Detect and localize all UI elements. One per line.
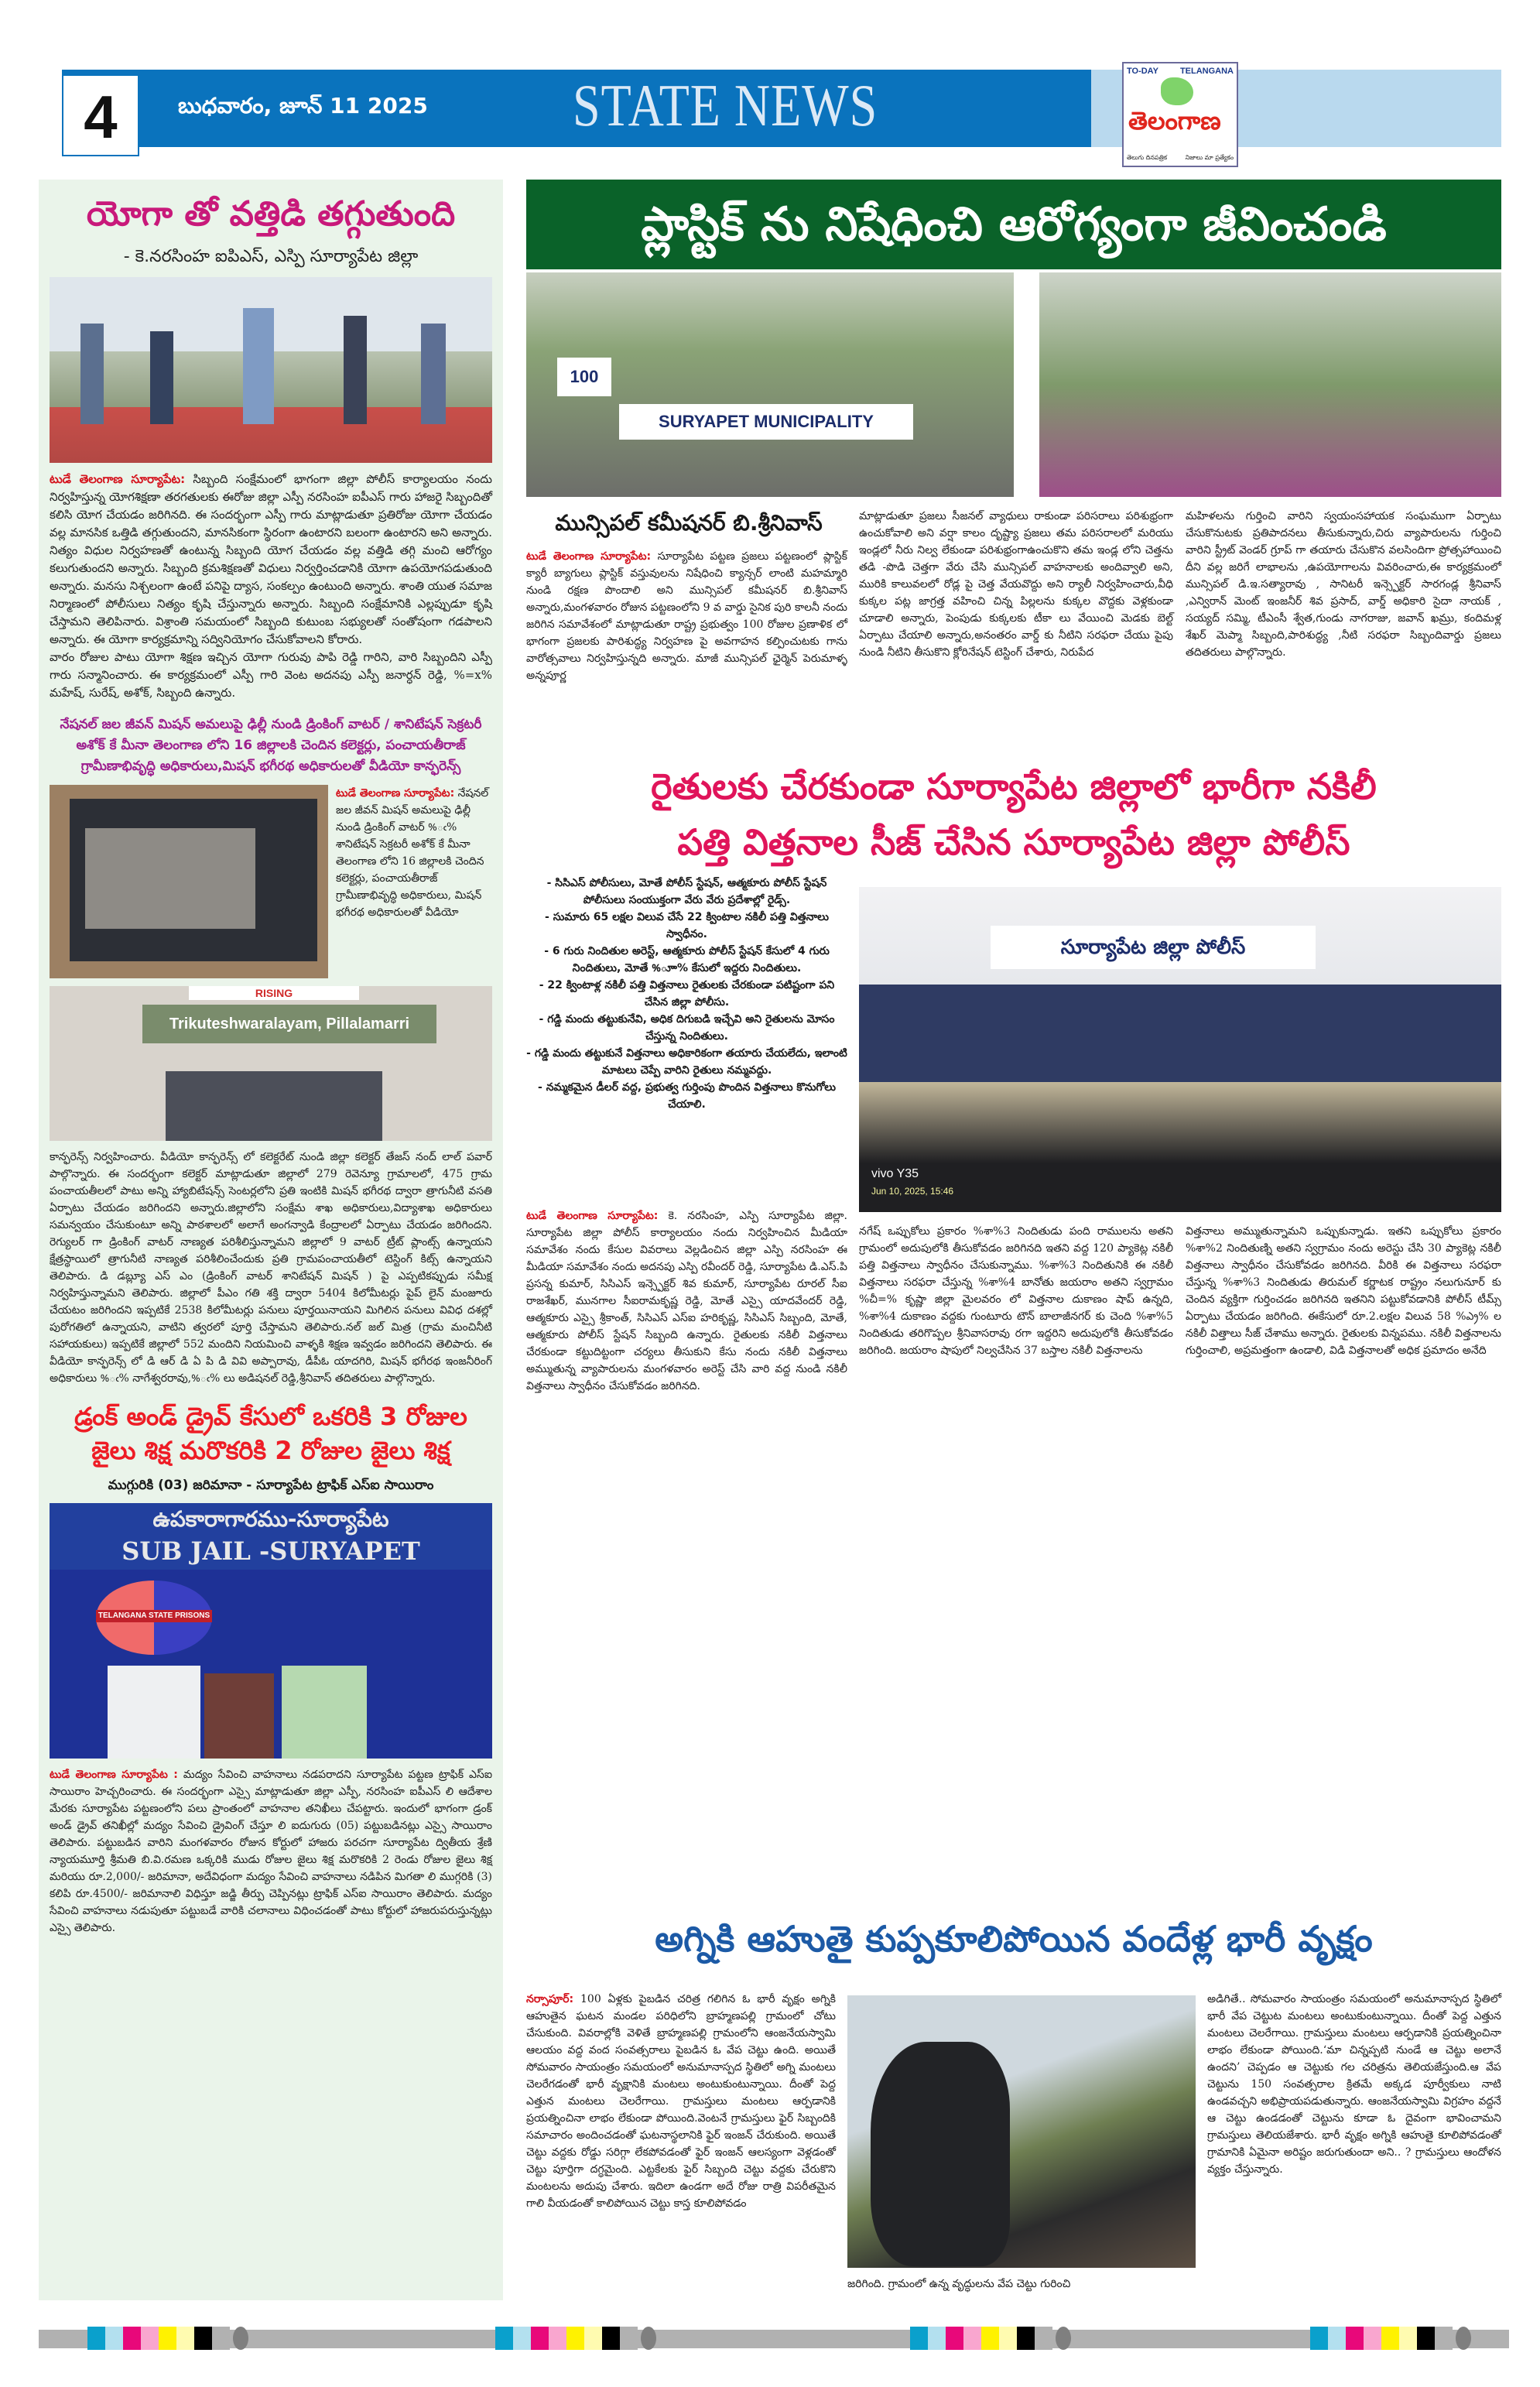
registration-swatch [1399,2327,1417,2350]
prisons-emblem: TELANGANA STATE PRISONS [96,1610,212,1622]
burnt-tree-photo [847,1995,1196,2268]
registration-swatch [531,2327,549,2350]
meeting-banner: Trikuteshwaralayam, Pillalamarri [142,1005,436,1043]
registration-swatch [513,2327,531,2350]
registration-swatch [141,2327,159,2350]
registration-swatch [1328,2327,1346,2350]
video-conf-article: కాన్ఫరెన్స్ నిర్వహించారు. వీడియో కాన్ఫరెన్స్ లో కలెక్టరేట్ నుండి జిల్లా కలెక్టర్ తేజస్ నంద్ లాల్ పవార్ పాల్గొన్నారు. ఈ సందర్భంగా కలెక్టర్ మాట్లాడుతూ జిల్లాలో 279 రెవెన్యూ గ్రామాలలో, 475 గ్రామ పంచాయతీలలో పాటు అన్ని హ్యాబిటేషన్స్ సెంటర్లలోని ప్రతి ఇంటికి మిషన్ భగీరథ ద్వారా త్రాగునీటి వసతి ఏర్పాటు చేయడం జరిగిందని అన్నారు.జిల్లాలోని సంక్షేమ శాఖ అధికారులు,విద్యాశాఖ అధికారులు సమన్వయం చేసుకుంటూ అన్ని పాఠశాలలో అలాగే అంగన్వాడి కేంద్రాలలో ఏర్పాటు చేయడం జరిగిందని. రెగ్యులర్ గా డ్రింకింగ్ వాటర్ నాణ్యత పరిశీలిస్తున్నామని జిల్లాలో 9 వాటర్ ట్రీట్ ప్లాంట్స్ ఉన్నాయని క్షేత్రస్థాయిలో త్రాగునీటి నాణ్యత పరిశీలించేందుకు ప్రతి గ్రామపంచాయతీలో టెస్టింగ్ కిట్స్ ఉన్నాయని తెలిపారు. డి డబ్ల్యూ ఎస్ ఎం (డ్రింకింగ్ వాటర్ శానిటేషన్ మిషన్ ) పై ఎప్పటికప్పుడు సమీక్ష నిర్వహిస్తున్నామని తెలిపారు. జిల్లాలో పీఎం గతి శక్తి ద్వారా 5404 కిలోమీటర్లు పైప్ లైన్ మంజూరు చేయటం జరిగిందని ఇప్పటికే 2538 కిలోమీటర్లు పనులు పూర్తయినాయని మిగిలిన పనులు వివిధ దశల్లో పురోగతిలో ఉన్నాయని, వాటిని త్వరలో పూర్తి చేస్తామని తెలిపారు.నల్ జల్ మిత్ర (గ్రామ మంచినీటి సహాయకులు) ఇప్పటికే జిల్లాలో 552 మందిని నియమించి వాళ్ళకి శిక్షణ ఇవ్వడం జరిగిందని తెలిపారు. ఈ వీడియో కాన్ఫరెన్స్ లో డి ఆర్ డి ఏ పి డి వివి అప్పారావు, డీపీఓ యాదగిరి, మిషన్ భగీరథ ఇంజనీరింగ్ అధికారులు %ఁ% నాగేశ్వరరావు,%ఁ% లు అడిషనల్ రెడ్డి,శ్రీనివాస్ తదితరులు పాల్గొన్నారు. [50,1151,492,1385]
registration-swatch [1346,2327,1364,2350]
registration-swatch [1035,2327,1052,2350]
seeds-headline-line-2: పత్తి విత్తనాల సీజ్ చేసిన సూర్యాపేట జిల్లా పోలీస్ [677,821,1350,863]
rally-photo-2 [1039,272,1501,497]
registration-swatch [928,2327,946,2350]
registration-swatch [620,2327,638,2350]
seeds-headline-line-1: రైతులకు చేరకుండా సూర్యాపేట జిల్లాలో భారీగా నకిలీ [651,765,1377,807]
issue-date: బుధవారం, జూన్ 11 2025 [178,93,428,118]
registration-swatch [999,2327,1017,2350]
rally-photo [526,272,1014,497]
registration-swatch [946,2327,963,2350]
seeds-bullet-list [526,875,847,1113]
masthead [62,67,1501,161]
seeds-bullet: - సిసిఎస్ పోలీసులు, మోతే పోలీస్ స్టేషన్, ఆత్మకూరు పోలీస్ స్టేషన్ పోలీసులు సంయుక్తంగా వేరు వేరు ప్రదేశాల్లో రైడ్స్. [546,877,827,906]
registration-swatch [87,2327,105,2350]
plastic-col2: మాట్లాడుతూ ప్రజలు సీజనల్ వ్యాధులు రాకుండా పరిసరాలు పరిశుభ్రంగా ఉంచుకోవాలి అని వర్షా కాలం దృష్ట్యా ప్రజలు తమ పరిసరాలలో మరియు ఇండ్లలో నీరు నిల్వ లేకుండా పరిశుభ్రంగాఉంచుకొని తమ ఇండ్ల లోని చెత్తను తడి -పొడి చెత్తగా వేరు చేసి మున్సిపల్ వాహనాలకు అందివ్వాలి అని, మురికి కాలువలలో రోడ్ల పై చెత్త వేయవొద్దు అని ర్యాలీ నిర్వహించారు,వీధి కుక్కల పట్ల జాగ్రత్త వహించి చిన్న పిల్లలను కుక్కల వొద్దకు వెళ్లకుండా చూడాలి అన్నారు, పెంపుడు కుక్కలకు టీకా లు వేయించి మెడకు బెల్ట్ ఏర్పాటు చేయాలి అన్నారు,అనంతరం వార్డ్ కు నీటిని సరఫరా చేయు పైపు నుండి నీటిని తీసుకొని క్లోరినేషన్ టెస్టింగ్ చేశారు, నిరుపేద [859,510,1173,659]
logo-bottom-right: నిజాలు మా ప్రత్యేకం [1185,154,1234,161]
drunk-drive-article [50,1766,492,1937]
newspaper-logo [1122,62,1238,167]
tree-headline: అగ్నికి ఆహుతై కుప్పకూలిపోయిన వందేళ్ల భారీ వృక్షం [655,1918,1373,1960]
drunk-drive-headline: డ్రంక్ అండ్ డ్రైవ్ కేసులో ఒకరికి 3 రోజుల జైలు శిక్ష మరొకరికి 2 రోజుల జైలు శిక్ష [74,1402,467,1465]
seeds-headline [526,759,1501,870]
drunk-drive-dateline: టుడే తెలంగాణ సూర్యాపేట : [50,1769,178,1781]
video-conf-dateline: టుడే తెలంగాణ సూర్యాపేట: [336,787,455,800]
plastic-col1 [526,548,847,684]
registration-swatch [584,2327,602,2350]
tree-col2: అడిగితే.. సోమవారం సాయంత్రం సమయంలో అనుమానాస్పద స్థితిలో భారీ వేప చెట్టుట మంటలు అంటుకుంటున్నాయి. దీంతో పెద్ద ఎత్తున మంటలు చెలరేగాయి. గ్రామస్తులు మంటలు ఆర్పడానికి ప్రయత్నించినా లాభం లేకుండా పోయింది.‘మా చిన్నప్పటి నుండే ఆ చెట్టు అలానే ఉందని’ చెప్పడం ఆ చెట్టుకు గల చరిత్రను తెలియజేస్తుంది.ఆ వేప చెట్టును 150 సంవత్సరాల క్రితమే అక్కడ పూర్వీకులు నాటి ఉండవచ్చని అభిప్రాయపడుతున్నారు. ఆంజనేయస్వామి విగ్రహం వద్దనే ఆ చెట్టు ఉండడంతో చెట్టును కూడా ఓ దైవంగా భావించామని గ్రామస్తులు తెలియజేశారు. భారీ వృక్షం అగ్నికి ఆహుతై కూలిపోవడంతో గ్రామానికి ఏమైనా అరిష్టం జరుగుతుందా అని.. ? గ్రామస్తులు ఆందోళన వ్యక్తం చేస్తున్నారు. [1207,1993,1501,2176]
meeting-photo [50,986,492,1141]
seeds-bullet: - 22 క్వింటాళ్ల నకిలీ పత్తి విత్తనాలు రైతులకు చేరకుండా పటిష్టంగా పని చేసిన జిల్లా పోలీసు. [539,979,835,1009]
video-conf-side-body: నేషనల్ జల జీవన్ మిషన్ అమలుపై ఢిల్లీ నుండి డ్రింకింగ్ వాటర్ %ఁ% శానిటేషన్ సెక్రటరీ అశోక్ కే మీనా తెలంగాణ లోని 16 జిల్లాలకి చెందిన కలెక్టర్లు, పంచాయతీరాజ్ గ్రామీణాభివృద్ధి అధికారులు, మిషన్ భగీరథ అధికారులతో వీడియో [336,787,489,919]
logo-bottom-left: తెలుగు దినపత్రిక [1127,154,1168,161]
press-meet-banner: సూర్యాపేట జిల్లా పోలీస్ [991,926,1316,969]
yoga-article [50,471,492,702]
registration-swatch [981,2327,999,2350]
registration-gray-strip [39,2330,1509,2348]
tree-body-1: 100 ఏళ్లకు పైబడిన చరిత్ర గలిగిన ఓ భారీ వృక్షం అగ్నికి ఆహుతైన ఘటన మండల పరిధిలోని బ్రాహ్మణపల్లి గ్రామంలో చోటు చేసుకుంది. వివరాల్లోకి వెళితే బ్రాహ్మణపల్లి గ్రామంలోని ఆంజనేయస్వామి ఆలయం వద్ద వంద సంవత్సరాలు పైబడిన ఓ వేప చెట్టు ఉంది. అయితే సోమవారం సాయంత్రం సమయంలో అనుమానాస్పద స్థితిలో అగ్ని మంటలు చెలరేగడంతో భారీ వృక్షానికి మంటలు అంటుకుంటున్నాయి. దీంతో పెద్ద ఎత్తున మంటలు చెలరేగాయి. గ్రామస్తులు మంటలు ఆర్పడానికి ప్రయత్నించినా లాభం లేకుండా పోయింది.వెంటనే గ్రామస్తులు ఫైర్ సిబ్బందికి సమాచారం అందించడంతో ఘటనాస్థలానికి ఫైర్ ఇంజన్ చేరుకుంది. అయితే చెట్టు వద్దకు రోడ్డు సరిగ్గా లేకపోవడంతో ఫైర్ ఇంజన్ ఆలస్యంగా వెళ్లడంతో చెట్టు పూర్తిగా దగ్ధమైంది. ఎట్టకేలకు ఫైర్ సిబ్బంది చెట్టు వద్దకు చేరుకొని మంటలను అదుపు చేశారు. ఇదిలా ఉండగా అదే రోజు రాత్రి విపరీతమైన గాలి వీయడంతో కాలిపోయిన చెట్టు కాస్త కూలిపోవడం [526,1993,836,2210]
registration-swatch [176,2327,194,2350]
registration-swatch [1364,2327,1381,2350]
registration-swatch [1017,2327,1035,2350]
registration-dot-icon [641,2327,656,2350]
registration-swatch [123,2327,141,2350]
yoga-photo [50,277,492,463]
rally-banner: SURYAPET MUNICIPALITY [619,404,913,440]
plastic-body-1: సూర్యాపేట పట్టణ ప్రజలు పట్టణంలో ప్లాస్టిక్ క్యారీ బ్యాగులు ప్లాస్టిక్ వస్తువులను నిషేధించి క్యాన్సర్ లాంటి మహమ్మారి నుండి రక్షణ పొందాలి అని మున్సిపల్ కమీషనర్ బి.శ్రీనివాస్ అన్నారు,మంగళవారం రోజున పట్టణంలోని 9 వ వార్డు సైనిక పురి కాలనీ నందు జరిగిన సమావేశంలో మాట్లాడుతూ రాష్ట్ర ప్రభుత్వం 100 రోజుల ప్రణాళిక లో భాగంగా ప్రజలకు పారిశుద్ధ్య నిర్వహణ పై అవగాహన కల్పించుటకు గాను వారోత్సవాలు నిర్వహిస్తున్నది అన్నారు. మాజీ మున్సిపల్ ఛైర్మెన్ పెరుమాళ్ళ అన్నపూర్ణ [526,550,847,682]
tree-col1 [526,1991,836,2212]
meeting-banner-top: RISING [189,986,359,1000]
seeds-col2: నగేష్ ఒప్పుకోలు ప్రకారం %శా%3 నిందితుడు పంది రాములను అతని గ్రామంలో అదుపులోకి తీసుకోవడం జరిగినది ఇతని వద్ద 120 ప్యాకెట్ల నకిలీ పత్తి విత్తనాలు స్వాధీనం చేసుకున్నాము. %శా%3 నిందితునికి ఈ నకిలీ విత్తనాలు సరఫరా చేస్తున్న %శా%4 బానోతు జయరాం అతని స్వగ్రామం %చీ=% కృష్ణా జిల్లా మైలవరం లో విత్తనాల దుకాణం షాప్ ఉన్నది, %శా%4 దుకాణం వద్దకు గుంటూరు టౌన్ బాలాజీనగర్ కు చెంది %శా%5 నిందితుడు తరిగొప్పల శ్రీనివాసరావు రగా ఇద్దరిని అదుపులోకి తీసుకోవడం జరిగింది. జయరాం షాపులో నిల్వచేసిన 37 బస్తాల నకిలీ విత్తనాలను [859,1225,1173,1357]
video-conf-side-text [336,785,492,921]
jail-sign-english: SUB JAIL -SURYAPET [121,1536,420,1566]
sub-jail-photo [50,1503,492,1759]
registration-swatch [1435,2327,1453,2350]
seeds-col1 [526,1207,847,1395]
yoga-headline: యోగా తో వత్తిడి తగ్గుతుంది [86,194,456,234]
logo-telangana: TELANGANA [1179,67,1234,76]
seeds-bullet: - సుమారు 65 లక్షల విలువ చేసే 22 క్వింటాల నకిలీ పత్తి విత్తనాలు స్వాధీనం. [545,911,829,940]
page-number: 4 [62,74,139,156]
seeds-bullet: - 6 గురు నిందితుల అరెస్ట్, ఆత్మకూరు పోలీస్ స్టేషన్ కేసులో 4 గురు నిందితులు, మోతే %ూా% కేసులో ఇద్దరు నిందితులు. [544,945,830,974]
video-conf-screen-photo [50,785,328,978]
yoga-dateline: టుడే తెలంగాణ సూర్యాపేట: [50,472,186,486]
registration-swatch [910,2327,928,2350]
photo-watermark: vivo Y35 [871,1167,919,1180]
print-registration-bar [39,2330,1509,2348]
video-conf-row [50,785,492,978]
plastic-subhead: మున్సిపల్ కమీషనర్ బి.శ్రీనివాస్ [555,510,823,536]
rally-badge: 100 [557,358,611,396]
registration-dot-icon [233,2327,248,2350]
tree-dateline: నర్సాపూర్: [526,1993,574,2005]
registration-swatch [159,2327,176,2350]
seeds-col3: విత్తనాలు అమ్ముతున్నామని ఒప్పుకున్నాడు. ఇతని ఒప్పుకోలు ప్రకారం %శా%2 నిందితుణ్ని అతని స్వగ్రామం నందు అరెస్టు చేసి 30 ప్యాకెట్ల నకిలీ విత్తనాలు స్వాధీనం చేసుకోవడం జరిగినది. వీరికి ఈ విత్తనాలు సరఫరా చేస్తున్న %శా%3 నిందితుడు తిరుమల్ కర్ణాటక రాష్ట్రం నలుగునూర్ కు చెందిన వ్యక్తిగా గుర్తించడం జరిగినది ఇతనిని పట్టుకోవడానికి పోలీస్ టీమ్స్ ఏర్పాటు చేయడం జరిగింది. ఈకేసులో రూ.2.లక్షల విలువ 58 %ఎ్ర% ల నకిలీ విత్తాలు సీజ్ చేశాము అన్నారు. రైతులకు విన్నపము. నకిలీ విత్తనాలను గుర్తించాలి, అప్రమత్తంగా ఉండాలి, విడి విత్తనాలతో అధిక ప్రమాదం అనేది [1186,1225,1501,1357]
seeds-dateline: టుడే తెలంగాణ సూర్యాపేట: [526,1210,659,1222]
yoga-body: సిబ్బంది సంక్షేమంలో భాగంగా జిల్లా పోలీస్ కార్యాలయం నందు నిర్వహిస్తున్న యోగశిక్షణా తరగతులకు ఈరోజు జిల్లా ఎస్పీ నరసింహ ఐపీఎస్ గారు హాజరై సిబ్బందితో కలిసి యోగ చేయడం జరిగినది. ఈ సందర్భంగా ఎస్పీ గారు మాట్లాడుతూ ప్రతిరోజు యోగా చేయడం వల్ల మానసిక ఒత్తిడి తగ్గుతుందని, మానసికంగా స్థిరంగా ఉంటారని బలంగా ఉంటారని అని అన్నారు. నిత్యం విధుల నిర్వహణతో ఉంటున్న సిబ్బంది యోగ చేయడం వల్ల వత్తిడి తగ్గి మంచి ఆరోగ్యం కలుగుతుందని అన్నారు. సిబ్బంది క్రమశిక్షణతో విధులు నిర్వర్తించడానికి యోగా ఉపయోగపడుతుంది అన్నారు. మనసు నిశ్చలంగా ఉంటే పనిపై ద్యాస, సంకల్పం ఉంటుంది అన్నారు. శాంతి యుత సమాజ నిర్మాణంలో పోలీసులు నిత్యం కృషి చేస్తున్నారు అన్నారు. సిబ్బంది సంక్షేమానికి ఎల్లప్పుడూ కృషి చేస్తామని తెలిపినారు. విశ్రాంతి సమయంలో సిబ్బంది కుటుంబ సభ్యులతో సంతోషంగా గడపాలని అన్నారు. ఈ యోగా కార్యక్రమాన్ని సద్వినియోగం చేసుకోవాలని కోరారు. [50,472,492,646]
telangana-map-icon [1161,77,1193,105]
registration-swatch [194,2327,212,2350]
registration-swatch [212,2327,230,2350]
registration-swatch [105,2327,123,2350]
drunk-drive-subhead: ముగ్గురికి (03) జరిమానా - సూర్యాపేట ట్రాఫిక్ ఎస్ఐ సాయిరాం [108,1478,434,1493]
registration-dot-icon [1056,2327,1071,2350]
registration-swatch [1381,2327,1399,2350]
drunk-drive-body: మద్యం సేవించి వాహనాలు నడపరాదని సూర్యాపేట పట్టణ ట్రాఫిక్ ఎస్ఐ సాయిరాం హెచ్చరించారు. ఈ సందర్భంగా ఎస్సై మాట్లాడుతూ జిల్లా ఎస్పీ, నరసింహ ఐపీఎస్ లి ఆదేశాల మేరకు సూర్యాపేట పట్టణంలోని పలు ప్రాంతంలో వాహనాల తనిఖీలు చేపట్టారు. ఇందులో భాగంగా డ్రంక్ అండ్ డ్రైవ్ తనిఖీల్లో మద్యం సేవించి డ్రైవింగ్ చేస్తూ లి ఐదుగురు (05) పట్టుబడినట్లు ఎస్సై సాయిరాం తెలిపారు. పట్టుబడిన వారిని మంగళవారం రోజున కోర్టులో హాజరు పరచగా సూర్యాపేట ద్వితీయ శ్రేణి న్యాయమూర్తి శ్రీమతి బి.వి.రమణ ఒక్కరికి ముడు రోజుల జైలు శిక్ష మరొకరికి 2 రెండు రోజుల జైలు శిక్ష మరియు రూ.2,000/- జరిమానా, అదేవిధంగా మద్యం సేవించి వాహనాలు నడిపిన మిగతా లి ముగ్గరికి (3) కలిపి రూ.4500/- జరిమానాలి విధిస్తూ జడ్జి తీర్పు చెప్పినట్లు ట్రాఫిక్ ఎస్ఐ సాయిరాం తెలిపారు. మద్యం సేవించి వాహనాలు నడుపుతూ పట్టుబడే వారికి చలానాలు విధించడంతో పాటు కోర్టులో హాజరుపరుస్తున్నట్లు ఎస్సై తెలిపారు. [50,1769,492,1934]
registration-swatch [602,2327,620,2350]
photo-timestamp: Jun 10, 2025, 15:46 [871,1186,954,1197]
registration-swatch [495,2327,513,2350]
seeds-bullet: - గడ్డి మందు తట్టుకునేవి, అధిక దిగుబడి ఇచ్చేవి అని రైతులను మోసం చేస్తున్న నిందితులు. [539,1013,835,1043]
registration-swatch [963,2327,981,2350]
registration-dot-icon [1456,2327,1471,2350]
video-conf-headline: నేషనల్ జల జీవన్ మిషన్ అమలుపై ఢిల్లీ నుండి డ్రింకింగ్ వాటర్ / శానిటేషన్ సెక్రటరీ అశోక్ కే మీనా తెలంగాణ లోని 16 జిల్లాలకి చెందిన కలెక్టర్లు, పంచాయతీరాజ్ గ్రామీణాభివృద్ధి అధికారులు,మిషన్ భగీరథ అధికారులతో వీడియో కాన్ఫరెన్స్ [60,717,482,774]
section-title: STATE NEWS [573,72,878,139]
press-meet-photo [859,887,1501,1212]
logo-name: తెలంగాణ [1128,106,1221,135]
jail-sign-telugu: ఉపకారాగారము-సూర్యాపేట [152,1506,389,1532]
plastic-banner-headline: ప్లాస్టిక్ ను నిషేధించి ఆరోగ్యంగా జీవించండి [526,180,1501,269]
registration-swatch [1310,2327,1328,2350]
left-column-flow [50,192,492,1937]
logo-today: TO-DAY [1127,67,1158,76]
registration-swatch [549,2327,566,2350]
yoga-body-2: వారం రోజుల పాటు యోగా శిక్షణ ఇచ్చిన యోగా గురువు పాపి రెడ్డి గారిని, వారి సిబ్బందిని ఎస్పీ గారు సన్మానించారు. ఈ కార్యక్రమంలో ఎస్పీ గారి వెంట అదనపు ఎస్పీ జనార్ధన్ రెడ్డి, %=x% మహేష్, సురేష్, అశోక్, సిబ్బంది ఉన్నారు. [50,650,492,700]
seeds-body-1: కె. నరసింహ, ఎస్పి సూర్యాపేట జిల్లా. సూర్యాపేట జిల్లా పోలీస్ కార్యాలయం నందు నిర్వహించిన మీడియా సమావేశం నందు కేసుల వివరాలు వెల్లడించిన జిల్లా ఎస్పి నరసింహ ఈ మీడియా సమావేశం నందు అదనపు ఎస్పి రవీందర్ రెడ్డి, సూర్యాపేట డి.ఎస్.పి ప్రసన్న కుమార్, సిసిఎస్ ఇన్స్పెక్టర్ శివ కుమార్, సూర్యాపేట రూరల్ సీఐ రాజశేఖర్, మునగాల సీఐరామకృష్ణ రెడ్డి, మోతే ఎస్సై యాదవేందర్ రెడ్డి, ఆత్మకూరు ఎస్సై శ్రీకాంత్, సిసిఎస్ ఎస్ఐ హరికృష్ణ, సిసిఎస్ సిబ్బంది, మోతే, ఆత్మకూరు పోలీస్ స్టేషన్ సిబ్బంది ఉన్నారు. రైతులకు నకిలీ విత్తనాలు చేరకుండా కట్టుదిట్టంగా చర్యలు తీసుకుని కేసు నందు నకిలీ విత్తనాలు అమ్ముతున్న వ్యాపారులను మంగళవారం అరెస్ట్ చేసి వారి వద్ద నుండి నకిలీ విత్తనాలు స్వాధీనం చేసుకోవడం జరిగినది. [526,1210,847,1392]
seeds-bullet: - నమ్మకమైన డీలర్ వద్ద, ప్రభుత్వ గుర్తింపు పొందిన విత్తనాలు కొనుగోలు చేయాలి. [538,1081,836,1111]
seeds-bullet: - గడ్డి మందు తట్టుకునే విత్తనాలు అధికారికంగా తయారు చేయలేదు, ఇలాంటి మాటలు చెప్పే వారిని రైతులు నమ్మవద్దు. [526,1047,847,1077]
yoga-byline: - కె.నరసింహ ఐపిఎస్, ఎస్పి సూర్యాపేట జిల్లా [123,247,419,266]
plastic-dateline: టుడే తెలంగాణ సూర్యాపేట: [526,550,652,563]
plastic-col3: మహిళలను గుర్తించి వారిని స్వయంసహాయక సంఘముగా ఏర్పాటు చేసుకొనుటకు ప్రతిపాదనలు తీసుకున్నారు,చిరు వ్యాపారులను గుర్తించి వారిని స్ట్రీట్ వెండర్ గ్రూప్ గా తయారు చేసుకొన వలసిందిగా ప్రోత్సహాయించి దీని వల్ల జరిగే లాభాలను ,ఉపయోగాలను వివరించారు,ఈ కార్యక్రమంలో మున్సిపల్ డి.ఇ.సత్యారావు , సానిటరీ ఇన్స్పెక్టర్ సారగండ్ల శ్రీనివాస్ ,ఎన్విరాన్ మెంట్ ఇంజనీర్ శివ ప్రసాద్, వార్డ్ అధికారి సైదా నాయక్ , సయ్యద్ సమ్మి, టీఎంసీ శ్వేత,గుండు నాగరాజు, జవాన్ ఖమ్రు, కందిమళ్ల శేఖర్ మెప్మా సిబ్బంది,పారిశుద్ధ్య ,నీటి సరఫరా సిబ్బందివార్డు ప్రజలు తదితరులు పాల్గొన్నారు. [1186,510,1501,659]
registration-swatch [566,2327,584,2350]
left-column [39,180,503,2300]
tree-caption: జరిగింది. గ్రామంలో ఉన్న వృద్ధులను వేప చెట్టు గురించి [847,2278,1071,2290]
registration-swatch [1417,2327,1435,2350]
